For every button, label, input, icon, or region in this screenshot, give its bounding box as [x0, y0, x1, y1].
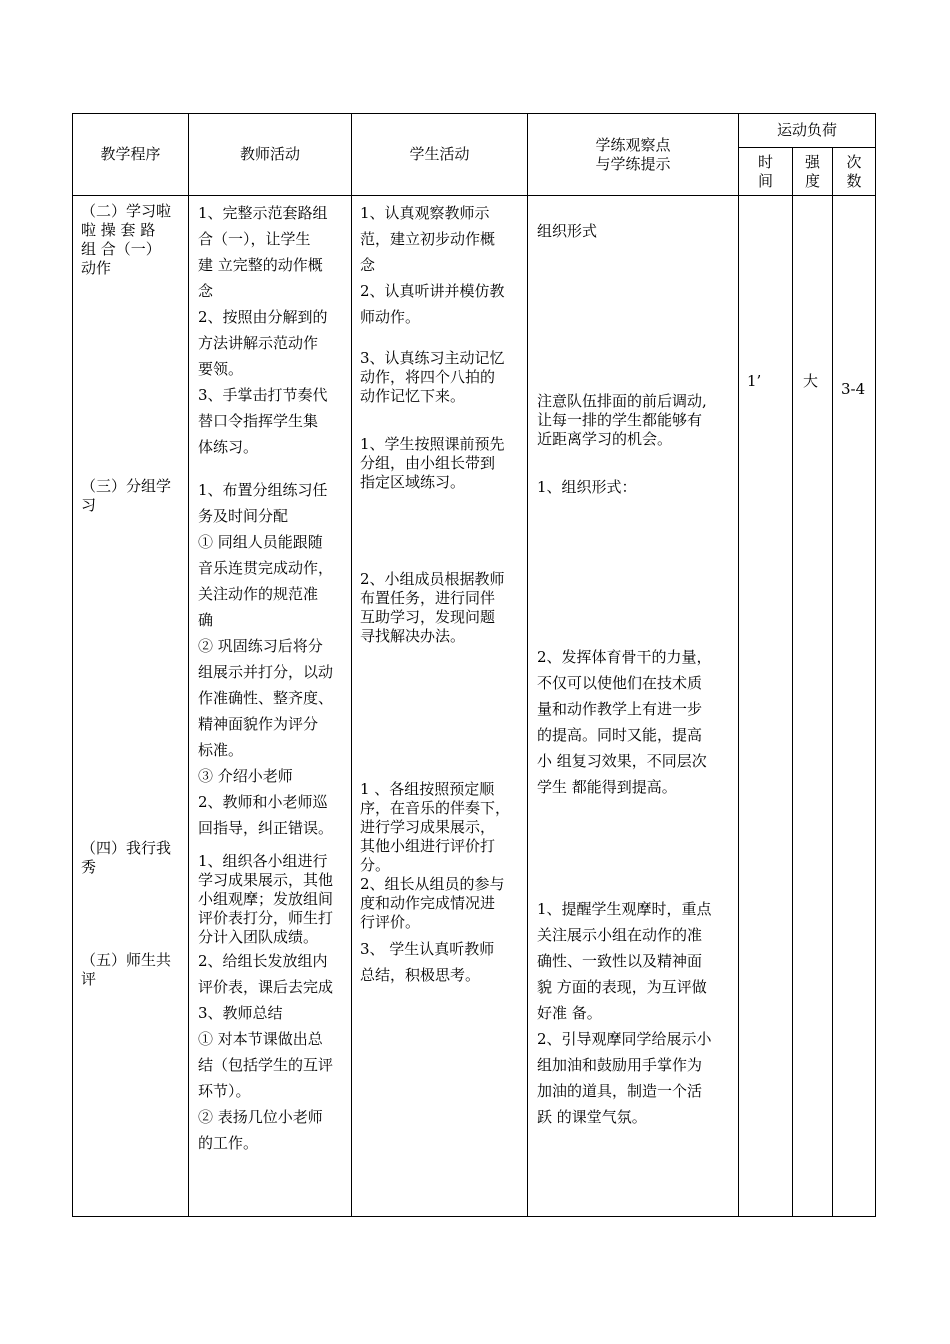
text-line: 量和动作教学上有进一步	[537, 700, 703, 718]
text-line: 分。	[360, 856, 391, 874]
header-count	[833, 148, 876, 196]
procedure-cell	[73, 196, 189, 1217]
lesson-plan-table	[72, 113, 876, 1217]
header-time	[739, 148, 793, 196]
load-time: 1’	[747, 372, 762, 390]
text-line: 务及时间分配	[198, 507, 289, 525]
teacher-block-demo	[198, 200, 328, 460]
header-observation-line1: 学练观察点	[595, 135, 671, 154]
text-line: 1、认真观察教师示	[360, 204, 490, 222]
header-count-line1: 次	[846, 152, 862, 171]
header-row	[73, 114, 876, 148]
student-block-observe	[360, 200, 505, 330]
text-line: 分计入团队成绩。	[198, 928, 319, 946]
body-row	[73, 196, 876, 1217]
text-line: 注意队伍排面的前后调动,	[537, 392, 707, 410]
text-line: 小组观摩；发放组间	[198, 890, 334, 908]
text-line: 2、教师和小老师巡	[198, 793, 328, 811]
header-teacher-activity: 教师活动	[189, 114, 352, 196]
text-line: 1、布置分组练习任	[198, 481, 328, 499]
text-line: 好准 备。	[537, 1004, 602, 1022]
text-line: 作准确性、整齐度、	[198, 689, 334, 707]
text-line: 动作	[81, 259, 112, 277]
text-line: ② 表扬几位小老师	[198, 1108, 323, 1126]
text-line: 念	[198, 282, 214, 300]
text-line: 组织形式	[537, 222, 598, 240]
text-line: 动作记忆下来。	[360, 387, 466, 405]
observation-cell	[528, 196, 739, 1217]
time-cell	[739, 196, 793, 1217]
text-line: 学习成果展示，其他	[198, 871, 334, 889]
text-line: 总结，积极思考。	[360, 966, 481, 984]
text-line: ② 巩固练习后将分	[198, 637, 323, 655]
text-line: 布置任务，进行同伴	[360, 589, 496, 607]
text-line: 3、认真练习主动记忆	[360, 349, 505, 367]
text-line: 1、完整示范套路组	[198, 204, 328, 222]
header-intensity-line1: 强	[804, 152, 820, 171]
text-line: 指定区域练习。	[360, 473, 466, 491]
observe-block-form	[537, 218, 597, 244]
text-line: 进行学习成果展示，	[360, 818, 496, 836]
text-line: 标准。	[198, 741, 244, 759]
text-line: 1、学生按照课前预先	[360, 435, 505, 453]
text-line: 加油的道具，制造一个活	[537, 1082, 703, 1100]
text-line: 不仅可以使他们在技术质	[537, 674, 703, 692]
text-line: 关注展示小组在动作的准	[537, 926, 703, 944]
header-time-line1: 时	[757, 152, 773, 171]
count-cell	[833, 196, 876, 1217]
observe-block-watch	[537, 896, 712, 1130]
text-line: 近距离学习的机会。	[537, 430, 673, 448]
text-line: 度和动作完成情况进	[360, 894, 496, 912]
text-line: 关注动作的规范准	[198, 585, 319, 603]
text-line: 跃 的课堂气氛。	[537, 1108, 647, 1126]
text-line: 评	[81, 970, 97, 988]
text-line: 组加油和鼓励用手掌作为	[537, 1056, 703, 1074]
text-line: 让每一排的学生都能够有	[537, 411, 703, 429]
student-block-peer	[360, 570, 505, 646]
teacher-cell	[189, 196, 352, 1217]
text-line: 2、认真听讲并模仿教	[360, 282, 505, 300]
text-line: 2、发挥体育骨干的力量，	[537, 648, 712, 666]
text-line: 秀	[81, 858, 97, 876]
header-count-line2: 数	[846, 171, 862, 190]
load-intensity: 大	[803, 372, 819, 390]
text-line: 念	[360, 256, 376, 274]
text-line: 行评价。	[360, 913, 421, 931]
text-line: 动作，将四个八拍的	[360, 368, 496, 386]
text-line: 分组，由小组长带到	[360, 454, 496, 472]
header-time-line2: 间	[757, 171, 773, 190]
text-line: 1 、各组按照预定顺	[360, 780, 495, 798]
text-line: 3、 学生认真听教师	[360, 940, 495, 958]
text-line: 互助学习，发现问题	[360, 608, 496, 626]
intensity-cell	[793, 196, 833, 1217]
text-line: ③ 介绍小老师	[198, 767, 293, 785]
text-line: ① 同组人员能跟随	[198, 533, 323, 551]
text-line: 确	[198, 611, 214, 629]
text-line: 结（包括学生的互评	[198, 1056, 334, 1074]
text-line: ① 对本节课做出总	[198, 1030, 323, 1048]
text-line: 组展示并打分，以动	[198, 663, 334, 681]
text-line: 2、组长从组员的参与	[360, 875, 505, 893]
text-line: 范，建立初步动作概	[360, 230, 496, 248]
teacher-block-review	[198, 948, 333, 1156]
student-cell	[352, 196, 528, 1217]
text-line: 评价表，课后去完成	[198, 978, 334, 996]
text-line: 师动作。	[360, 308, 421, 326]
student-block-practice	[360, 349, 505, 406]
text-line: （三）分组学	[81, 477, 172, 495]
observe-block-leaders	[537, 644, 712, 800]
text-line: 替口令指挥学生集	[198, 412, 319, 430]
text-line: 精神面貌作为评分	[198, 715, 319, 733]
text-line: 3、教师总结	[198, 1004, 283, 1022]
header-exercise-load: 运动负荷	[739, 114, 876, 148]
header-observation	[528, 114, 739, 196]
header-procedure: 教学程序	[73, 114, 189, 196]
text-line: 确性、一致性以及精神面	[537, 952, 703, 970]
text-line: 貌 方面的表现，为互评做	[537, 978, 707, 996]
text-line: 音乐连贯完成动作，	[198, 559, 334, 577]
text-line: 1、提醒学生观摩时，重点	[537, 900, 712, 918]
text-line: 寻找解决办法。	[360, 627, 466, 645]
observe-block-group-form	[537, 474, 637, 500]
text-line: 3、手掌击打节奏代	[198, 386, 328, 404]
procedure-step-3	[81, 477, 171, 515]
text-line: 1、组织形式：	[537, 478, 637, 496]
text-line: 的工作。	[198, 1134, 259, 1152]
text-line: 其他小组进行评价打	[360, 837, 496, 855]
text-line: （五）师生共	[81, 951, 172, 969]
procedure-step-5	[81, 951, 171, 989]
text-line: 方法讲解示范动作	[198, 334, 319, 352]
text-line: 学生 都能得到提高。	[537, 778, 677, 796]
student-block-group	[360, 435, 505, 492]
text-line: 习	[81, 496, 97, 514]
text-line: 体练习。	[198, 438, 259, 456]
procedure-step-2	[81, 202, 171, 278]
text-line: 评价表打分，师生打	[198, 909, 334, 927]
text-line: 要领。	[198, 360, 244, 378]
text-line: 建 立完整的动作概	[198, 256, 323, 274]
teacher-block-group	[198, 477, 333, 841]
text-line: （四）我行我	[81, 839, 172, 857]
text-line: 2、按照由分解到的	[198, 308, 328, 326]
text-line: 2、小组成员根据教师	[360, 570, 505, 588]
load-count: 3-4	[841, 380, 866, 398]
student-block-summary	[360, 936, 494, 988]
header-intensity	[793, 148, 833, 196]
text-line: 回指导，纠正错误。	[198, 819, 334, 837]
text-line: 的提高。同时又能，提高	[537, 726, 703, 744]
text-line: 序，在音乐的伴奏下，	[360, 799, 511, 817]
text-line: 1、组织各小组进行	[198, 852, 328, 870]
text-line: 组 合（一）	[81, 240, 161, 258]
text-line: 2、给组长发放组内	[198, 952, 328, 970]
header-intensity-line2: 度	[804, 171, 820, 190]
text-line: 啦 操 套 路	[81, 221, 156, 239]
procedure-step-4	[81, 839, 171, 877]
student-block-show	[360, 780, 510, 932]
header-student-activity: 学生活动	[352, 114, 528, 196]
header-observation-line2: 与学练提示	[595, 154, 671, 173]
text-line: 环节）。	[198, 1082, 251, 1100]
text-line: 2、引导观摩同学给展示小	[537, 1030, 712, 1048]
text-line: 小 组复习效果，不同层次	[537, 752, 707, 770]
text-line: （二）学习啦	[81, 202, 172, 220]
teacher-block-show	[198, 852, 333, 947]
observe-block-formation	[537, 392, 707, 449]
text-line: 合（一），让学生	[198, 230, 311, 248]
